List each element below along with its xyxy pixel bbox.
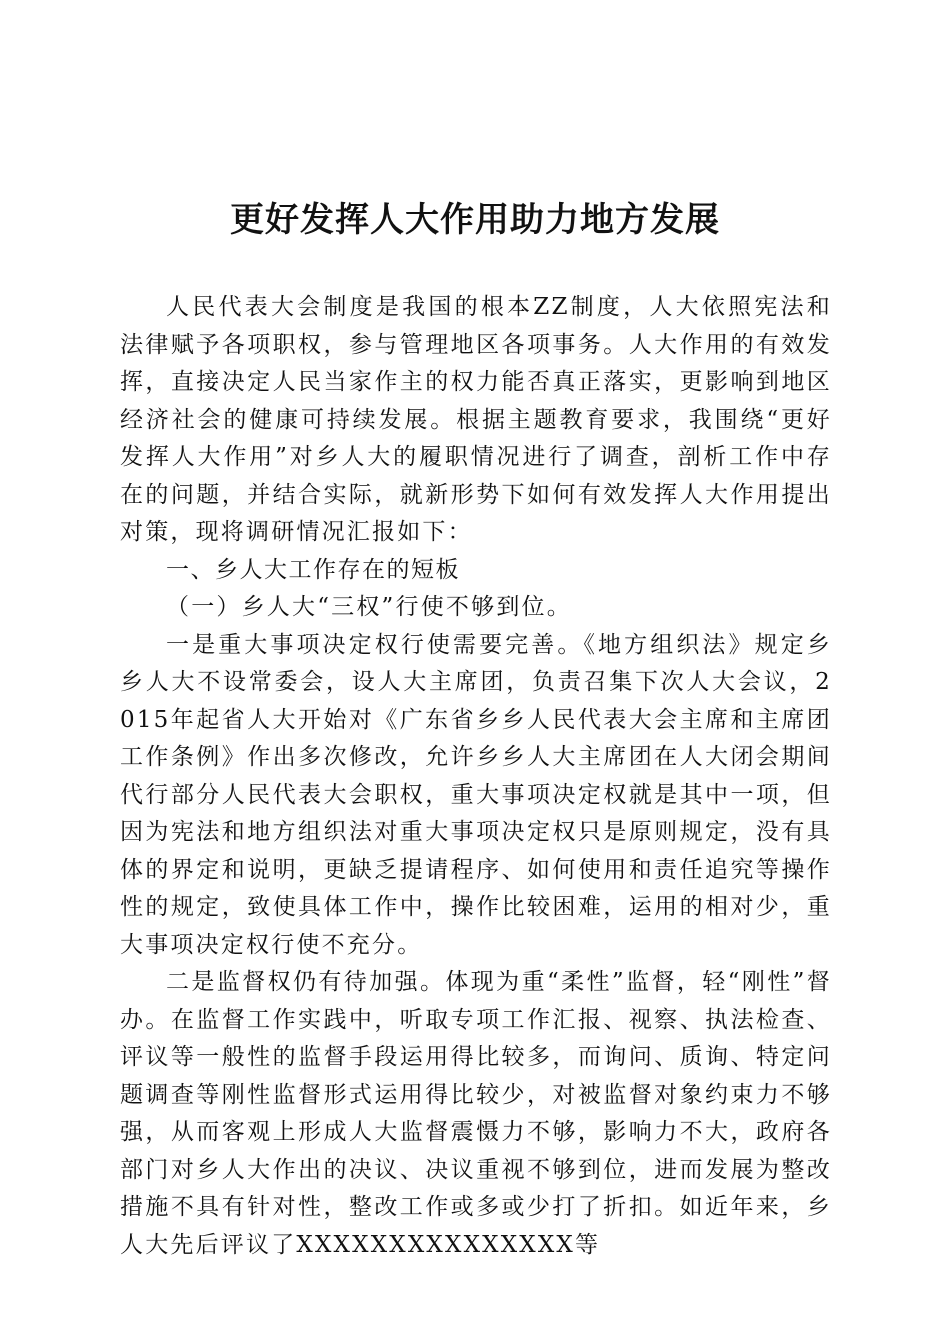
section-heading: 一、乡人大工作存在的短板	[166, 556, 460, 583]
document-title: 更好发挥人大作用助力地方发展	[230, 200, 720, 240]
document-body	[120, 289, 832, 1264]
paragraph-decision-power: 一是重大事项决定权行使需要完善。《地方组织法》规定乡乡人大不设常委会，设人大主席团，负责召集下次人大会议，2015年起省人大开始对《广东省乡乡人民代表大会主席和主席团工作条例》作出多次修改，允许乡乡人大主席团在人大闭会期间代行部分人民代表大会职权，重大事项决定权就是其中一项，但因为宪法和地方组织法对重大事项决定权只是原则规定，没有具体的界定和说明，更缺乏提请程序、如何使用和责任追究等操作性的规定，致使具体工作中，操作比较困难，运用的相对少，重大事项决定权行使不充分。	[120, 631, 832, 958]
subsection-heading: （一）乡人大“三权”行使不够到位。	[166, 594, 572, 620]
paragraph-supervision-power: 二是监督权仍有待加强。体现为重“柔性”监督，轻“刚性”督办。在监督工作实践中，听取专项工作汇报、视察、执法检查、评议等一般性的监督手段运用得比较多，而询问、质询、特定问题调查等刚性监督形式运用得比较少，对被监督对象约束力不够强，从而客观上形成人大监督震慑力不够，影响力不大，政府各部门对乡人大作出的决议、决议重视不够到位，进而发展为整改措施不具有针对性，整改工作或多或少打了折扣。如近年来，乡人大先后评议了XXXXXXXXXXXXXXX等	[120, 969, 832, 1258]
intro-paragraph: 人民代表大会制度是我国的根本ZZ制度，人大依照宪法和法律赋予各项职权，参与管理地区各项事务。人大作用的有效发挥，直接决定人民当家作主的权力能否真正落实，更影响到地区经济社会的健康可持续发展。根据主题教育要求，我围绕“更好发挥人大作用”对乡人大的履职情况进行了调查，剖析工作中存在的问题，并结合实际，就新形势下如何有效发挥人大作用提出对策，现将调研情况汇报如下：	[120, 294, 832, 545]
